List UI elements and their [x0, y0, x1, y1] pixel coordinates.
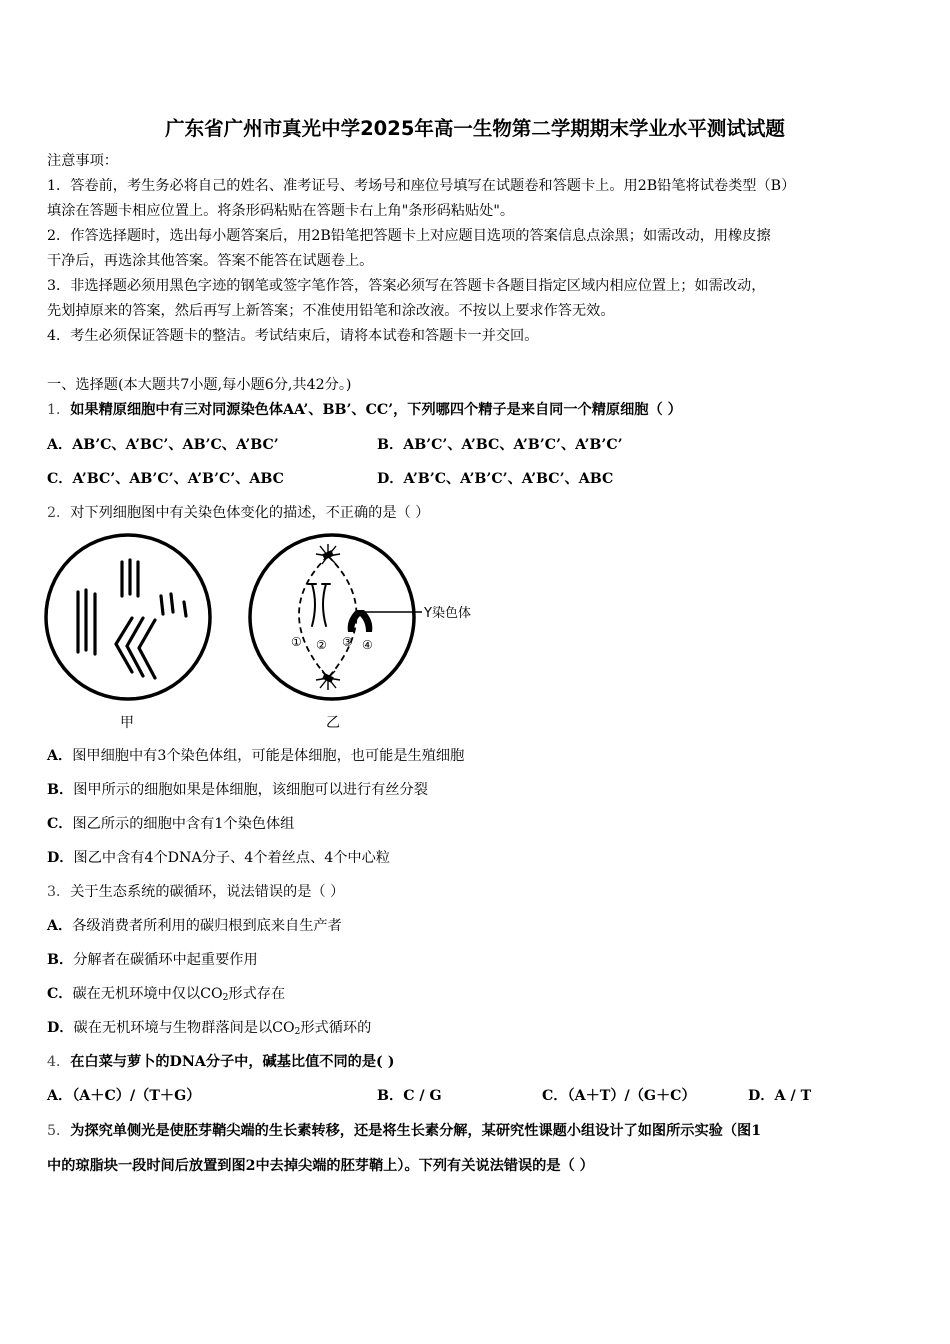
q1-option-c[interactable]: C．A’BC’、AB’C’、A’B’C’、ABC	[47, 471, 284, 487]
cell-jia	[46, 535, 210, 699]
notice-line: 2．作答选择题时，选出每小题答案后，用2B铅笔把答题卡上对应题目选项的答案信息点涂黑；如需改动，用橡皮擦	[47, 228, 771, 244]
cell-diagram	[40, 532, 500, 737]
q4-option-a[interactable]: A．（A＋C）/（T＋G）	[47, 1088, 201, 1104]
question-number: 5．	[47, 1123, 71, 1139]
question-number: 4．	[47, 1054, 71, 1070]
q2-option-a[interactable]: A．图甲细胞中有3个染色体组，可能是体细胞，也可能是生殖细胞	[47, 748, 465, 764]
q4-option-c[interactable]: C．（A＋T）/（G＋C）	[542, 1088, 696, 1104]
q1-option-b[interactable]: B．AB’C’、A’BC、A’B’C’、A’B’C’	[377, 437, 623, 453]
notice-line: 3．非选择题必须用黑色字迹的钢笔或签字笔作答，答案必须写在答题卡各题目指定区域内相应位置上；如需改动，	[47, 278, 766, 294]
question-4	[47, 1053, 394, 1071]
question-3	[47, 883, 344, 901]
q3-option-a[interactable]: A．各级消费者所利用的碳归根到底来自生产者	[47, 918, 342, 934]
question-text: 对下列细胞图中有关染色体变化的描述，不正确的是（ ）	[70, 505, 430, 521]
question-text: 关于生态系统的碳循环，说法错误的是（ ）	[70, 884, 345, 900]
question-number: 2．	[47, 505, 71, 521]
question-2	[47, 504, 429, 522]
section-heading: 一、选择题(本大题共7小题,每小题6分,共42分。)	[47, 377, 352, 393]
marker-2: ②	[316, 638, 327, 652]
question-text: 如果精原细胞中有三对同源染色体AA’、BB’、CC’，下列哪四个精子是来自同一个精原细胞（ ）	[70, 402, 682, 418]
q2-option-c[interactable]: C．图乙所示的细胞中含有1个染色体组	[47, 816, 295, 832]
marker-1: ①	[291, 635, 302, 649]
marker-3: ③	[342, 635, 353, 649]
notice-line: 1．答卷前，考生务必将自己的姓名、准考证号、考场号和座位号填写在试题卷和答题卡上。用2B铅笔将试卷类型（B）	[47, 178, 796, 194]
question-number: 3．	[47, 884, 71, 900]
page-title: 广东省广州市真光中学2025年高一生物第二学期期末学业水平测试试题	[165, 117, 785, 140]
notice-line: 填涂在答题卡相应位置上。将条形码粘贴在答题卡右上角"条形码粘贴处"。	[47, 203, 515, 219]
marker-4: ④	[362, 638, 373, 652]
question-5	[47, 1122, 761, 1140]
q3-option-b[interactable]: B．分解者在碳循环中起重要作用	[47, 952, 258, 968]
notice-line: 干净后，再选涂其他答案。答案不能答在试题卷上。	[47, 253, 374, 269]
notice-heading: 注意事项：	[47, 153, 118, 169]
q3-option-d[interactable]: D．碳在无机环境与生物群落间是以$CO_2$形式循环的	[47, 1020, 372, 1037]
q4-option-b[interactable]: B．C / G	[377, 1088, 442, 1104]
notice-line: 4．考生必须保证答题卡的整洁。考试结束后，请将本试卷和答题卡一并交回。	[47, 328, 539, 344]
q3-option-c[interactable]: C．碳在无机环境中仅以$CO_2$形式存在	[47, 986, 286, 1003]
question-text: 在白菜与萝卜的DNA分子中，碱基比值不同的是( )	[70, 1054, 395, 1070]
q2-option-b[interactable]: B．图甲所示的细胞如果是体细胞，该细胞可以进行有丝分裂	[47, 782, 428, 798]
figure-label-yi: 乙	[326, 715, 340, 731]
notice-line: 先划掉原来的答案，然后再写上新答案；不准使用铅笔和涂改液。不按以上要求作答无效。	[47, 303, 615, 319]
q1-option-d[interactable]: D．A’B’C、A’B’C’、A’BC’、ABC	[377, 471, 614, 487]
q4-option-d[interactable]: D．A / T	[748, 1088, 812, 1104]
question-text: 为探究单侧光是使胚芽鞘尖端的生长素转移，还是将生长素分解，某研究性课题小组设计了如图所示实验（图1	[70, 1123, 762, 1139]
question-5-continued: 中的琼脂块一段时间后放置到图2中去掉尖端的胚芽鞘上）。下列有关说法错误的是（ ）	[47, 1158, 594, 1174]
question-number: 1．	[47, 402, 71, 418]
cell-yi	[250, 535, 471, 699]
q2-option-d[interactable]: D．图乙中含有4个DNA分子、4个着丝点、4个中心粒	[47, 850, 390, 866]
y-chromosome-label: Y染色体	[424, 606, 471, 621]
q1-option-a[interactable]: A．AB’C、A’BC’、AB’C、A’BC’	[47, 437, 279, 453]
question-1	[47, 401, 682, 419]
figure-label-jia: 甲	[120, 715, 134, 731]
